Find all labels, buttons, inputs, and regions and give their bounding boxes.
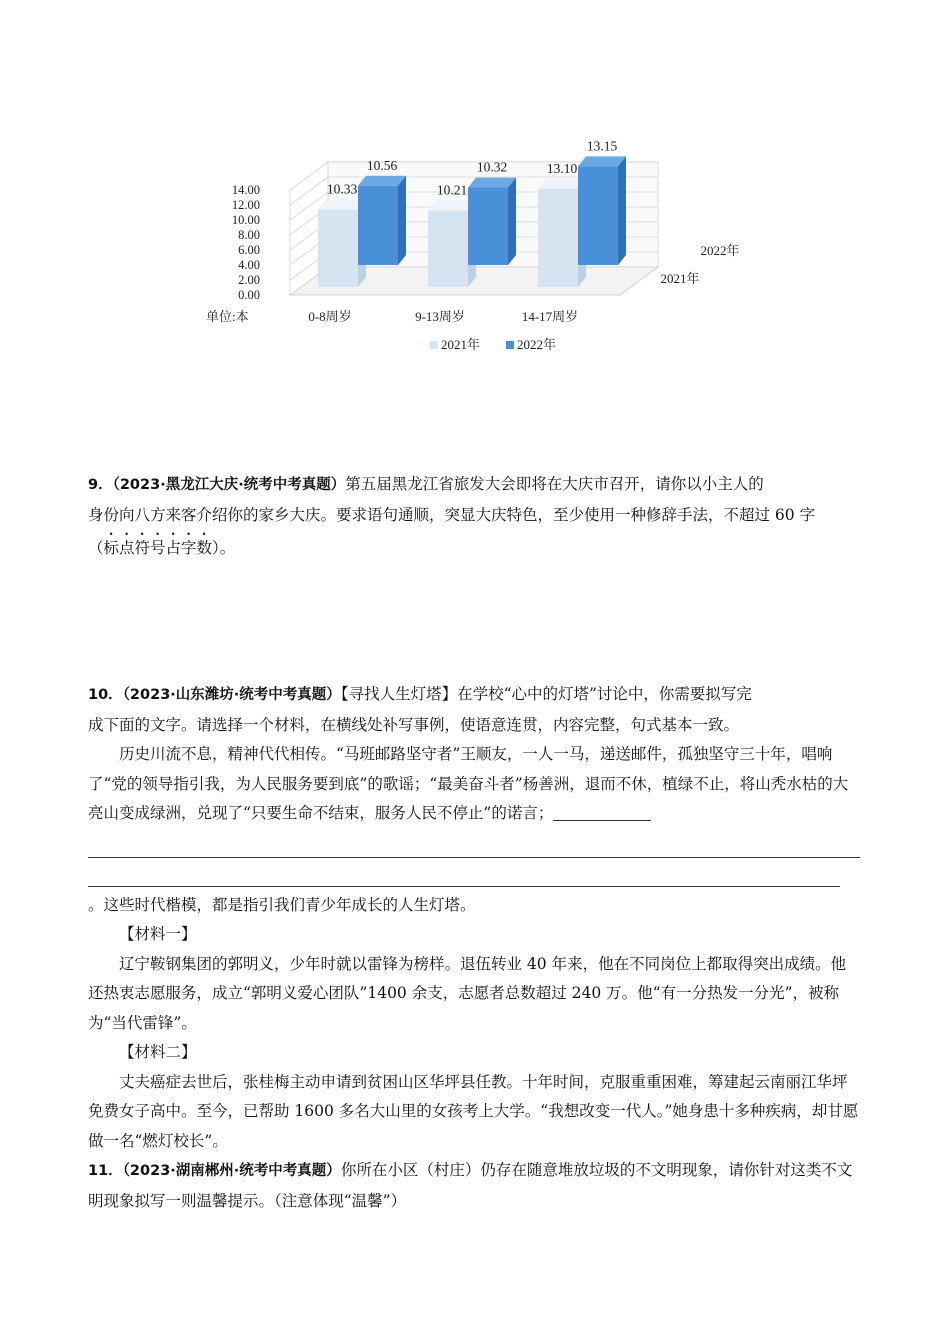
data-label: 13.10 [546, 160, 578, 176]
answer-line-1[interactable] [88, 829, 860, 858]
category-label: 0-8周岁 [308, 309, 352, 324]
bar-side-1-0 [398, 176, 406, 265]
bar-0-1 [428, 210, 468, 287]
answer-blank-inline[interactable] [553, 802, 651, 821]
question-10 [88, 680, 860, 1216]
y-tick-label: 12.00 [231, 198, 260, 212]
material-1-text: 辽宁鞍钢集团的郭明义，少年时就以雷锋为榜样。退伍转业 40 年来，他在不同岗位上都取得突出成绩。他还热衷志愿服务，成立“郭明义爱心团队”1400 余支，志愿者总数超过 240 万。他“有一分热发一分光”，被称为“当代雷锋”。 [88, 954, 847, 1032]
data-label: 10.32 [476, 159, 508, 175]
q10-passage-end: 。这些时代楷模，都是指引我们青少年成长的人生灯塔。 [88, 895, 476, 914]
q9-text-2: 身份向八方来客介绍你的家乡大庆。要求语句通顺，突显大庆特色，至少使用一种修辞手法，不超过 60 字 [88, 505, 816, 524]
q10-source: （2023·山东潍坊·统考中考真题） [122, 687, 341, 703]
y-tick-label: 2.00 [238, 273, 260, 287]
q9-source: （2023·黑龙江大庆·统考中考真题） [112, 477, 346, 493]
depth-label-front: 2021年 [660, 271, 700, 286]
q9-paren-close: ）。 [212, 539, 236, 557]
legend-swatch [506, 341, 514, 349]
y-tick-label: 0.00 [238, 288, 260, 302]
q9-emphasis: 标点符号占字数 [103, 539, 213, 557]
q9-number: 9． [88, 477, 113, 493]
category-label: 14-17周岁 [521, 309, 579, 324]
material-1-title: 【材料一】 [119, 925, 197, 943]
y-tick-label: 14.00 [231, 183, 260, 197]
bar-side-1-1 [508, 178, 516, 265]
bar-top-1-0 [358, 176, 406, 186]
material-2-text: 丈夫癌症去世后，张桂梅主动申请到贫困山区华坪县任教。十年时间，克服重重困难，筹建起云南丽江华坪免费女子高中。至今，已帮助 1600 多名大山里的女孩考上大学。“我想改变一代人。”她身患十多种疾病，却甘愿做一名“燃灯校长”。 [88, 1072, 859, 1150]
bar-1-1 [468, 188, 508, 265]
bar-top-1-1 [468, 178, 516, 188]
q9-text-1: 第五届黑龙江省旅发大会即将在大庆市召开，请你以小主人的 [345, 475, 764, 493]
bar-chart [180, 105, 780, 365]
y-tick-label: 6.00 [238, 243, 260, 257]
question-9 [88, 470, 860, 564]
depth-label-back: 2022年 [700, 243, 740, 258]
q11-number: 11． [88, 1163, 123, 1179]
y-tick-label: 8.00 [238, 228, 260, 242]
y-tick-label: 4.00 [238, 258, 260, 272]
answer-line-2[interactable] [88, 858, 840, 887]
bar-0-0 [318, 210, 358, 287]
data-label: 13.15 [586, 138, 618, 154]
bar-1-0 [358, 186, 398, 265]
q10-text-2: 成下面的文字。请选择一个材料，在横线处补写事例，使语意连贯，内容完整，句式基本一致。 [88, 715, 740, 734]
q9-paren-open: （ [88, 539, 104, 557]
bar-top-1-2 [578, 156, 626, 166]
material-2-title: 【材料二】 [119, 1043, 197, 1061]
q10-number: 10． [88, 687, 123, 703]
q10-text-1: 【寻找人生灯塔】在学校“心中的灯塔”讨论中，你需要拟写完 [340, 685, 752, 703]
unit-label: 单位:本 [206, 309, 249, 324]
data-label: 10.21 [436, 182, 468, 198]
legend-label: 2022年 [517, 337, 557, 352]
bar-1-2 [578, 166, 618, 265]
q10-passage: 历史川流不息，精神代代相传。“马班邮路坚守者”王顺友，一人一马，递送邮件，孤独坚守三十年，唱响了“党的领导指引我，为人民服务要到底”的歌谣；“最美奋斗者”杨善洲，退而不休，植绿不止，将山秃水枯的大亮山变成绿洲，兑现了“只要生命不结束，服务人民不停止”的诺言； [88, 745, 849, 822]
y-tick-label: 10.00 [231, 213, 260, 227]
bar-0-2 [538, 189, 578, 287]
chart-canvas [180, 105, 780, 365]
q11-text: 你所在小区（村庄）仍存在随意堆放垃圾的不文明现象，请你针对这类不文明现象拟写一则温馨提示。（注意体现“温馨”） [88, 1161, 853, 1210]
q11-source: （2023·湖南郴州·统考中考真题） [122, 1163, 341, 1179]
data-label: 10.33 [326, 181, 358, 197]
legend-label: 2021年 [441, 337, 481, 352]
bar-side-1-2 [618, 156, 626, 265]
category-label: 9-13周岁 [415, 309, 465, 324]
data-label: 10.56 [366, 157, 398, 173]
legend-swatch [430, 341, 438, 349]
